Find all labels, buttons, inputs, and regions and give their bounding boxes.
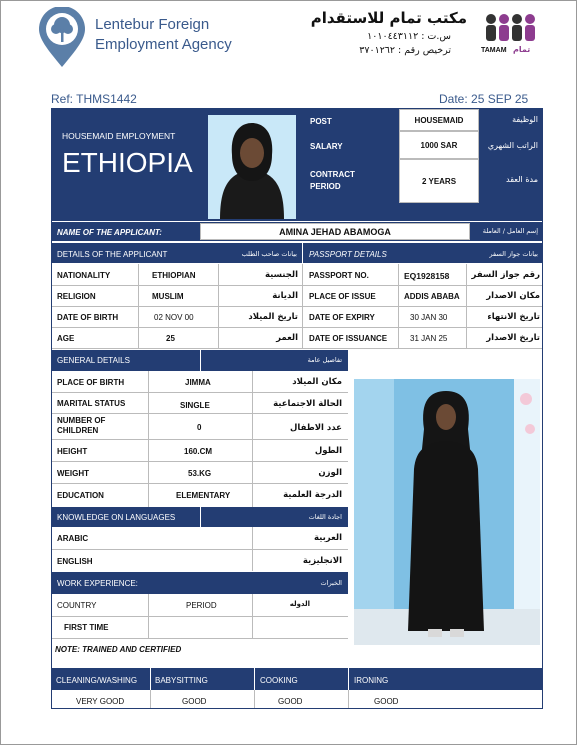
details-passport-grid <box>52 264 542 348</box>
skill-cleaning-value: VERY GOOD <box>76 697 125 706</box>
age-value: 25 <box>166 334 175 343</box>
general-details-grid <box>52 371 348 507</box>
date-of-issuance-arabic: تاريخ الاصدار <box>486 333 540 343</box>
reference-number: Ref: THMS1442 <box>51 92 137 106</box>
religion-value: MUSLIM <box>152 292 184 301</box>
tamam-logo-text: TAMAM <box>481 47 507 54</box>
children-label: NUMBER OF CHILDREN <box>57 416 106 435</box>
languages-header-divider <box>200 507 201 527</box>
height-arabic: الطول <box>314 446 342 456</box>
work-country-label: COUNTRY <box>57 601 97 610</box>
arabic-language-arabic: العربية <box>313 533 342 543</box>
children-arabic: عدد الاطفال <box>290 423 342 433</box>
religion-label: RELIGION <box>57 292 96 301</box>
passport-section-arabic: بيانات جواز السفر <box>489 250 538 258</box>
english-language-arabic: الانجليزية <box>302 556 342 566</box>
date-of-expiry-value: 30 JAN 30 <box>410 313 448 322</box>
place-of-issue-label: PLACE OF ISSUE <box>309 292 376 301</box>
general-details-arabic: تفاصيل عامة <box>307 356 342 364</box>
languages-grid <box>52 527 348 571</box>
salary-value-cell <box>399 131 479 159</box>
date-of-expiry-label: DATE OF EXPIRY <box>309 313 375 322</box>
salary-label: SALARY <box>310 142 343 151</box>
marital-status-label: MARITAL STATUS <box>57 399 126 408</box>
contract-value-cell <box>399 159 479 203</box>
place-of-issue-value: ADDIS ABABA <box>404 292 460 301</box>
weight-arabic: الوزن <box>318 468 342 478</box>
nationality-value: ETHIOPIAN <box>152 271 196 280</box>
applicant-name: AMINA JEHAD ABAMOGA <box>279 226 391 237</box>
height-value: 160.CM <box>184 447 213 456</box>
dob-value: 02 NOV 00 <box>154 313 194 322</box>
commercial-registration: س.ت : ١٠١٠٤٤٣١١٢ <box>367 31 451 42</box>
name-label: NAME OF THE APPLICANT: <box>57 228 162 237</box>
contract-arabic: مدة العقد <box>506 175 538 184</box>
skill-cooking-value: GOOD <box>278 697 303 706</box>
name-arabic: إسم العامل / العاملة <box>482 227 538 235</box>
work-period-label: PERIOD <box>186 601 217 610</box>
application-form <box>51 108 543 709</box>
full-body-photo-icon <box>354 379 540 645</box>
details-section-arabic: بيانات صاحب الطلب <box>241 250 297 258</box>
agency-name <box>95 15 232 55</box>
dob-arabic: تاريخ الميلاد <box>248 312 298 322</box>
nationality-label: NATIONALITY <box>57 271 111 280</box>
skills-table <box>52 668 542 708</box>
work-experience-grid <box>52 594 348 638</box>
post-value: HOUSEMAID <box>414 115 464 125</box>
first-time-label: FIRST TIME <box>64 623 109 632</box>
contract-value: 2 YEARS <box>421 176 457 186</box>
people-logo-icon <box>477 9 543 49</box>
marital-status-value: SINGLE <box>180 401 210 410</box>
children-value: 0 <box>197 423 202 432</box>
age-label: AGE <box>57 334 75 343</box>
details-section-label: DETAILS OF THE APPLICANT <box>57 250 168 259</box>
skill-ironing-label: IRONING <box>354 676 389 685</box>
applicant-portrait <box>208 115 296 219</box>
name-value-cell <box>200 223 470 240</box>
post-value-cell <box>399 109 479 131</box>
work-experience-arabic: الخبرات <box>320 579 342 587</box>
weight-label: WEIGHT <box>57 469 89 478</box>
date-of-expiry-arabic: تاريخ الانتهاء <box>487 312 540 322</box>
agency-name-line2: Employment Agency <box>95 36 232 53</box>
header-divider <box>302 243 303 263</box>
skill-babysitting-value: GOOD <box>182 697 207 706</box>
tamam-logo-arabic: تمام <box>513 45 531 54</box>
applicant-full-photo <box>354 379 540 645</box>
date-of-issuance-value: 31 JAN 25 <box>410 334 448 343</box>
education-arabic: الدرجة العلمية <box>283 490 342 500</box>
portrait-photo-icon <box>208 115 296 219</box>
passport-no-arabic: رقم جواز السفر <box>471 270 540 280</box>
license-number: ترخيص رقم : ٣٧٠١٢٦٢ <box>359 45 451 56</box>
tamam-logo <box>477 9 543 71</box>
salary-value: 1000 SAR <box>420 140 458 150</box>
place-of-birth-arabic: مكان الميلاد <box>292 377 342 387</box>
employment-label: HOUSEMAID EMPLOYMENT <box>62 131 176 141</box>
languages-arabic: اجادة اللغات <box>308 513 342 521</box>
agency-name-line1: Lentebur Foreign <box>95 16 210 33</box>
weight-value: 53.KG <box>188 469 212 478</box>
work-experience-label: WORK EXPERIENCE: <box>57 579 138 588</box>
place-of-birth-label: PLACE OF BIRTH <box>57 378 125 387</box>
general-header-divider <box>200 350 201 371</box>
height-label: HEIGHT <box>57 447 88 456</box>
contract-label-line1: CONTRACT <box>310 170 355 179</box>
place-of-issue-arabic: مكان الاصدار <box>486 291 540 301</box>
office-name-arabic: مكتب تمام للاستقدام <box>310 9 467 27</box>
skill-cooking-label: COOKING <box>260 676 298 685</box>
date-of-issuance-label: DATE OF ISSUANCE <box>309 334 388 343</box>
religion-arabic: الديانة <box>272 291 298 301</box>
training-note: NOTE: TRAINED AND CERTIFIED <box>55 645 182 654</box>
document-date: Date: 25 SEP 25 <box>439 92 529 106</box>
skill-ironing-value: GOOD <box>374 697 399 706</box>
salary-arabic: الراتب الشهري <box>487 141 538 150</box>
passport-no-label: PASSPORT NO. <box>309 271 369 280</box>
post-label: POST <box>310 117 332 126</box>
age-arabic: العمر <box>276 333 298 343</box>
skill-cleaning-label: CLEANING/WASHING <box>56 676 138 685</box>
nationality-arabic: الجنسية <box>265 270 298 280</box>
passport-no-value: EQ1928158 <box>404 271 450 281</box>
marital-status-arabic: الحالة الاجتماعية <box>273 399 342 409</box>
country-title: ETHIOPIA <box>62 147 193 178</box>
languages-label: KNOWLEDGE ON LANGUAGES <box>57 513 176 522</box>
agency-logo-icon <box>37 7 87 69</box>
post-arabic: الوظيفة <box>512 115 538 124</box>
education-value: ELEMENTARY <box>176 491 231 500</box>
contract-label-line2: PERIOD <box>310 182 341 191</box>
arabic-language-label: ARABIC <box>57 534 89 543</box>
dob-label: DATE OF BIRTH <box>57 313 119 322</box>
general-details-label: GENERAL DETAILS <box>57 356 130 365</box>
english-language-label: ENGLISH <box>57 557 93 566</box>
work-country-arabic: الدوله <box>289 600 310 608</box>
education-label: EDUCATION <box>57 491 104 500</box>
skill-babysitting-label: BABYSITTING <box>155 676 208 685</box>
place-of-birth-value: JIMMA <box>185 378 211 387</box>
passport-section-label: PASSPORT DETAILS <box>309 250 387 259</box>
